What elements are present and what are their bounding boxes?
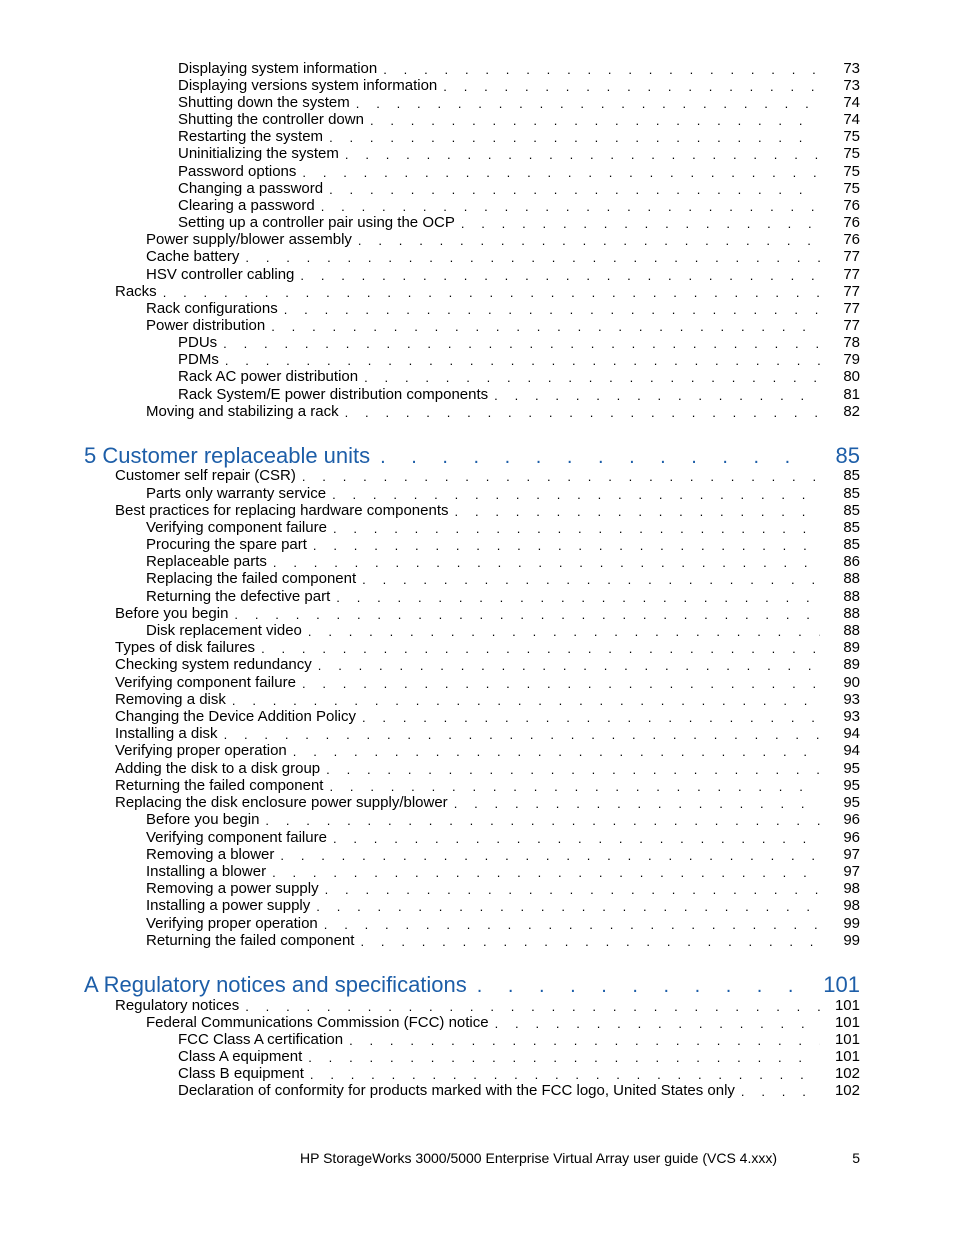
toc-entry-title: Rack System/E power distribution components	[178, 386, 489, 403]
toc-entry[interactable]	[178, 1030, 860, 1048]
toc-entry[interactable]	[146, 862, 860, 880]
toc-entry-title: HSV controller cabling	[146, 266, 295, 283]
toc-entry-page-number: 97	[843, 846, 860, 863]
toc-entry-page-number: 93	[843, 691, 860, 708]
toc-entry-title: Class B equipment	[178, 1065, 304, 1082]
toc-entry[interactable]	[146, 518, 860, 536]
toc-entry-page-number: 76	[843, 231, 860, 248]
dot-leader	[345, 405, 820, 420]
dot-leader	[362, 710, 820, 725]
footer-title: HP StorageWorks 3000/5000 Enterprise Virtual Array user guide (VCS 4.xxx)	[300, 1150, 778, 1166]
toc-entry-title: Displaying system information	[178, 60, 378, 77]
toc-entry-page-number: 101	[834, 997, 860, 1014]
toc-entry-title: Racks	[115, 283, 157, 300]
dot-leader	[163, 285, 820, 300]
toc-entry-page-number: 74	[843, 94, 860, 111]
toc-entry-page-number: 101	[823, 972, 860, 997]
toc-entry-page-number: 101	[834, 1048, 860, 1065]
dot-leader	[461, 216, 820, 231]
dot-leader	[318, 658, 820, 673]
toc-entry-title: PDUs	[178, 334, 218, 351]
toc-entry[interactable]	[146, 1013, 860, 1031]
toc-entry-page-number: 90	[843, 674, 860, 691]
toc-entry-page-number: 99	[843, 932, 860, 949]
toc-entry[interactable]	[115, 604, 860, 622]
toc-entry-page-number: 102	[834, 1065, 860, 1082]
toc-entry-title: Changing the Device Addition Policy	[115, 708, 356, 725]
toc-entry-title: Replacing the failed component	[146, 570, 357, 587]
toc-entry-title: Returning the failed component	[146, 932, 355, 949]
toc-entry-page-number: 85	[843, 485, 860, 502]
toc-entry-page-number: 88	[843, 588, 860, 605]
toc-entry-page-number: 95	[843, 794, 860, 811]
toc-entry-page-number: 102	[834, 1082, 860, 1099]
toc-entry[interactable]	[178, 367, 860, 385]
dot-leader	[325, 882, 820, 897]
toc-entry-page-number: 75	[843, 163, 860, 180]
toc-entry[interactable]	[146, 587, 860, 605]
toc-entry[interactable]	[146, 552, 860, 570]
toc-entry[interactable]	[146, 896, 860, 914]
toc-entry-title: Uninitializing the system	[178, 145, 339, 162]
dot-leader	[326, 762, 820, 777]
toc-entry-title: Replaceable parts	[146, 553, 267, 570]
toc-entry[interactable]	[178, 59, 860, 77]
dot-leader	[232, 693, 820, 708]
dot-leader	[358, 233, 820, 248]
dot-leader	[494, 388, 820, 403]
toc-entry-page-number: 89	[843, 656, 860, 673]
toc-entry-page-number: 98	[843, 880, 860, 897]
toc-entry-title: Parts only warranty service	[146, 485, 327, 502]
toc-entry[interactable]	[115, 638, 860, 656]
toc-entry-title: Class A equipment	[178, 1048, 303, 1065]
dot-leader	[225, 353, 820, 368]
dot-leader	[321, 199, 820, 214]
toc-entry-title: Installing a blower	[146, 863, 267, 880]
toc-entry[interactable]	[146, 828, 860, 846]
dot-leader	[349, 1033, 820, 1048]
dot-leader	[333, 521, 820, 536]
dot-leader	[310, 1067, 820, 1082]
toc-entry[interactable]	[146, 230, 860, 248]
toc-entry[interactable]	[146, 484, 860, 502]
toc-entry-page-number: 80	[843, 368, 860, 385]
toc-entry[interactable]	[146, 621, 860, 639]
dot-leader	[293, 744, 820, 759]
toc-entry[interactable]	[115, 996, 860, 1014]
toc-entry[interactable]	[178, 144, 860, 162]
toc-entry-page-number: 88	[843, 570, 860, 587]
toc-entry[interactable]	[115, 466, 860, 484]
toc-entry-title: Displaying versions system information	[178, 77, 438, 94]
toc-entry-title: Best practices for replacing hardware components	[115, 502, 449, 519]
toc-entry[interactable]	[178, 213, 860, 231]
dot-leader	[302, 676, 820, 691]
toc-entry-page-number: 85	[835, 443, 860, 468]
toc-entry[interactable]	[115, 724, 860, 742]
toc-entry-page-number: 95	[843, 777, 860, 794]
toc-chapter-entry[interactable]	[84, 442, 860, 468]
dot-leader	[495, 1016, 820, 1031]
toc-entry[interactable]	[178, 350, 860, 368]
toc-entry-title: Disk replacement video	[146, 622, 302, 639]
toc-entry-page-number: 96	[843, 811, 860, 828]
dot-leader	[360, 934, 820, 949]
toc-entry-title: A Regulatory notices and specifications	[84, 972, 467, 997]
toc-entry-title: Federal Communications Commission (FCC) notice	[146, 1014, 489, 1031]
toc-entry[interactable]	[115, 793, 860, 811]
dot-leader	[308, 624, 820, 639]
toc-entry[interactable]	[146, 265, 860, 283]
toc-entry[interactable]	[115, 655, 860, 673]
dot-leader	[280, 848, 820, 863]
dot-leader	[316, 899, 820, 914]
toc-entry-title: Rack configurations	[146, 300, 278, 317]
toc-entry[interactable]	[115, 759, 860, 777]
dot-leader	[265, 813, 820, 828]
toc-entry-page-number: 88	[843, 605, 860, 622]
toc-entry-page-number: 86	[843, 553, 860, 570]
toc-entry-title: Changing a password	[178, 180, 324, 197]
toc-entry[interactable]	[146, 247, 860, 265]
toc-entry[interactable]	[178, 162, 860, 180]
toc-entry[interactable]	[178, 196, 860, 214]
dot-leader	[356, 96, 820, 111]
toc-entry[interactable]	[146, 810, 860, 828]
toc-entry-title: Clearing a password	[178, 197, 315, 214]
toc-entry-page-number: 85	[843, 519, 860, 536]
toc-entry[interactable]	[115, 707, 860, 725]
dot-leader	[345, 147, 820, 162]
toc-entry-title: Before you begin	[146, 811, 260, 828]
toc-entry[interactable]	[178, 385, 860, 403]
toc-entry-page-number: 85	[843, 502, 860, 519]
toc-entry-page-number: 74	[843, 111, 860, 128]
dot-leader	[741, 1084, 820, 1099]
toc-entry-page-number: 77	[843, 266, 860, 283]
dot-leader	[336, 590, 820, 605]
toc-entry-page-number: 76	[843, 214, 860, 231]
dot-leader	[332, 487, 820, 502]
toc-entry-page-number: 95	[843, 760, 860, 777]
dot-leader	[333, 831, 820, 846]
dot-leader	[308, 1050, 820, 1065]
dot-leader	[284, 302, 820, 317]
toc-entry-title: Adding the disk to a disk group	[115, 760, 321, 777]
dot-leader	[234, 607, 820, 622]
toc-entry-title: Verifying component failure	[146, 519, 327, 536]
toc-entry-title: Shutting the controller down	[178, 111, 364, 128]
toc-entry-page-number: 82	[843, 403, 860, 420]
toc-entry-title: FCC Class A certification	[178, 1031, 344, 1048]
dot-leader	[370, 113, 820, 128]
toc-entry[interactable]	[146, 316, 860, 334]
toc-entry-title: Installing a disk	[115, 725, 218, 742]
dot-leader	[300, 268, 820, 283]
dot-leader	[245, 250, 820, 265]
dot-leader	[383, 62, 820, 77]
toc-entry[interactable]	[146, 569, 860, 587]
toc-entry-title: Returning the failed component	[115, 777, 324, 794]
toc-entry-page-number: 77	[843, 300, 860, 317]
toc-entry[interactable]	[178, 179, 860, 197]
toc-entry-title: Verifying component failure	[146, 829, 327, 846]
dot-leader	[272, 865, 820, 880]
dot-leader	[273, 555, 820, 570]
toc-entry-title: Replacing the disk enclosure power supply/blower	[115, 794, 448, 811]
dot-leader	[362, 572, 820, 587]
dot-leader	[443, 79, 820, 94]
toc-entry-title: Before you begin	[115, 605, 229, 622]
toc-entry[interactable]	[146, 914, 860, 932]
dot-leader	[329, 779, 820, 794]
toc-entry-page-number: 73	[843, 60, 860, 77]
toc-entry-title: Declaration of conformity for products marked with the FCC logo, United States only	[178, 1082, 735, 1099]
toc-entry-title: Power distribution	[146, 317, 266, 334]
toc-entry-page-number: 77	[843, 317, 860, 334]
dot-leader	[261, 641, 820, 656]
toc-entry-title: Regulatory notices	[115, 997, 240, 1014]
toc-entry-page-number: 101	[834, 1031, 860, 1048]
toc-entry-page-number: 77	[843, 248, 860, 265]
toc-entry[interactable]	[178, 1064, 860, 1082]
dot-leader	[329, 130, 820, 145]
page-footer	[300, 1150, 860, 1170]
toc-entry[interactable]	[146, 535, 860, 553]
dot-leader	[455, 504, 820, 519]
toc-entry-page-number: 75	[843, 128, 860, 145]
toc-entry-title: Power supply/blower assembly	[146, 231, 352, 248]
toc-entry-title: Installing a power supply	[146, 897, 311, 914]
toc-entry-page-number: 99	[843, 915, 860, 932]
dot-leader	[224, 727, 820, 742]
toc-entry-title: Restarting the system	[178, 128, 324, 145]
toc-chapter-entry[interactable]	[84, 971, 860, 997]
toc-entry-title: Customer self repair (CSR)	[115, 467, 296, 484]
dot-leader	[329, 182, 820, 197]
toc-entry-title: Removing a disk	[115, 691, 226, 708]
toc-entry-title: Password options	[178, 163, 297, 180]
dot-leader	[313, 538, 820, 553]
toc-entry[interactable]	[178, 1081, 860, 1099]
toc-entry[interactable]	[178, 127, 860, 145]
dot-leader	[477, 975, 810, 997]
toc-entry[interactable]	[146, 402, 860, 420]
toc-entry-page-number: 85	[843, 467, 860, 484]
toc-entry[interactable]	[178, 93, 860, 111]
toc-entry[interactable]	[115, 776, 860, 794]
toc-entry-title: Verifying proper operation	[146, 915, 318, 932]
toc-entry-page-number: 79	[843, 351, 860, 368]
toc-entry[interactable]	[115, 501, 860, 519]
toc-entry-page-number: 77	[843, 283, 860, 300]
dot-leader	[245, 999, 820, 1014]
toc-entry-page-number: 88	[843, 622, 860, 639]
toc-entry-title: Returning the defective part	[146, 588, 331, 605]
toc-entry-title: Verifying component failure	[115, 674, 296, 691]
toc-entry-title: PDMs	[178, 351, 219, 368]
toc-entry-page-number: 85	[843, 536, 860, 553]
toc-entry[interactable]	[115, 690, 860, 708]
toc-entry[interactable]	[178, 110, 860, 128]
toc-entry-title: Setting up a controller pair using the OCP	[178, 214, 455, 231]
dot-leader	[324, 917, 820, 932]
toc-entry-title: Shutting down the system	[178, 94, 350, 111]
toc-entry-title: Types of disk failures	[115, 639, 256, 656]
dot-leader	[302, 469, 820, 484]
toc-entry-page-number: 94	[843, 725, 860, 742]
toc-entry[interactable]	[146, 879, 860, 897]
dot-leader	[223, 336, 820, 351]
toc-entry-page-number: 101	[834, 1014, 860, 1031]
toc-entry-title: 5 Customer replaceable units	[84, 443, 371, 468]
toc-entry-page-number: 94	[843, 742, 860, 759]
toc-entry[interactable]	[178, 76, 860, 94]
toc-entry[interactable]	[146, 299, 860, 317]
toc-entry-page-number: 75	[843, 145, 860, 162]
toc-entry-page-number: 89	[843, 639, 860, 656]
toc-entry-page-number: 96	[843, 829, 860, 846]
toc-entry[interactable]	[146, 931, 860, 949]
toc-entry-title: Removing a blower	[146, 846, 275, 863]
toc-entry-page-number: 98	[843, 897, 860, 914]
toc-entry[interactable]	[115, 741, 860, 759]
dot-leader	[380, 446, 810, 468]
toc-entry-title: Removing a power supply	[146, 880, 319, 897]
toc-entry-page-number: 75	[843, 180, 860, 197]
toc-entry[interactable]	[178, 1047, 860, 1065]
footer-page-number: 5	[852, 1150, 860, 1166]
toc-entry[interactable]	[146, 845, 860, 863]
dot-leader	[271, 319, 820, 334]
toc-entry-page-number: 78	[843, 334, 860, 351]
dot-leader	[454, 796, 820, 811]
toc-entry[interactable]	[178, 333, 860, 351]
toc-entry[interactable]	[115, 282, 860, 300]
toc-entry-page-number: 93	[843, 708, 860, 725]
toc-entry-title: Procuring the spare part	[146, 536, 307, 553]
toc-entry-title: Verifying proper operation	[115, 742, 287, 759]
dot-leader	[364, 370, 820, 385]
toc-entry[interactable]	[115, 673, 860, 691]
toc-entry-page-number: 73	[843, 77, 860, 94]
toc-entry-page-number: 76	[843, 197, 860, 214]
dot-leader	[302, 165, 820, 180]
toc-entry-title: Rack AC power distribution	[178, 368, 359, 385]
toc-entry-title: Checking system redundancy	[115, 656, 312, 673]
toc-entry-page-number: 97	[843, 863, 860, 880]
toc-entry-title: Moving and stabilizing a rack	[146, 403, 339, 420]
toc-entry-page-number: 81	[843, 386, 860, 403]
toc-entry-title: Cache battery	[146, 248, 240, 265]
